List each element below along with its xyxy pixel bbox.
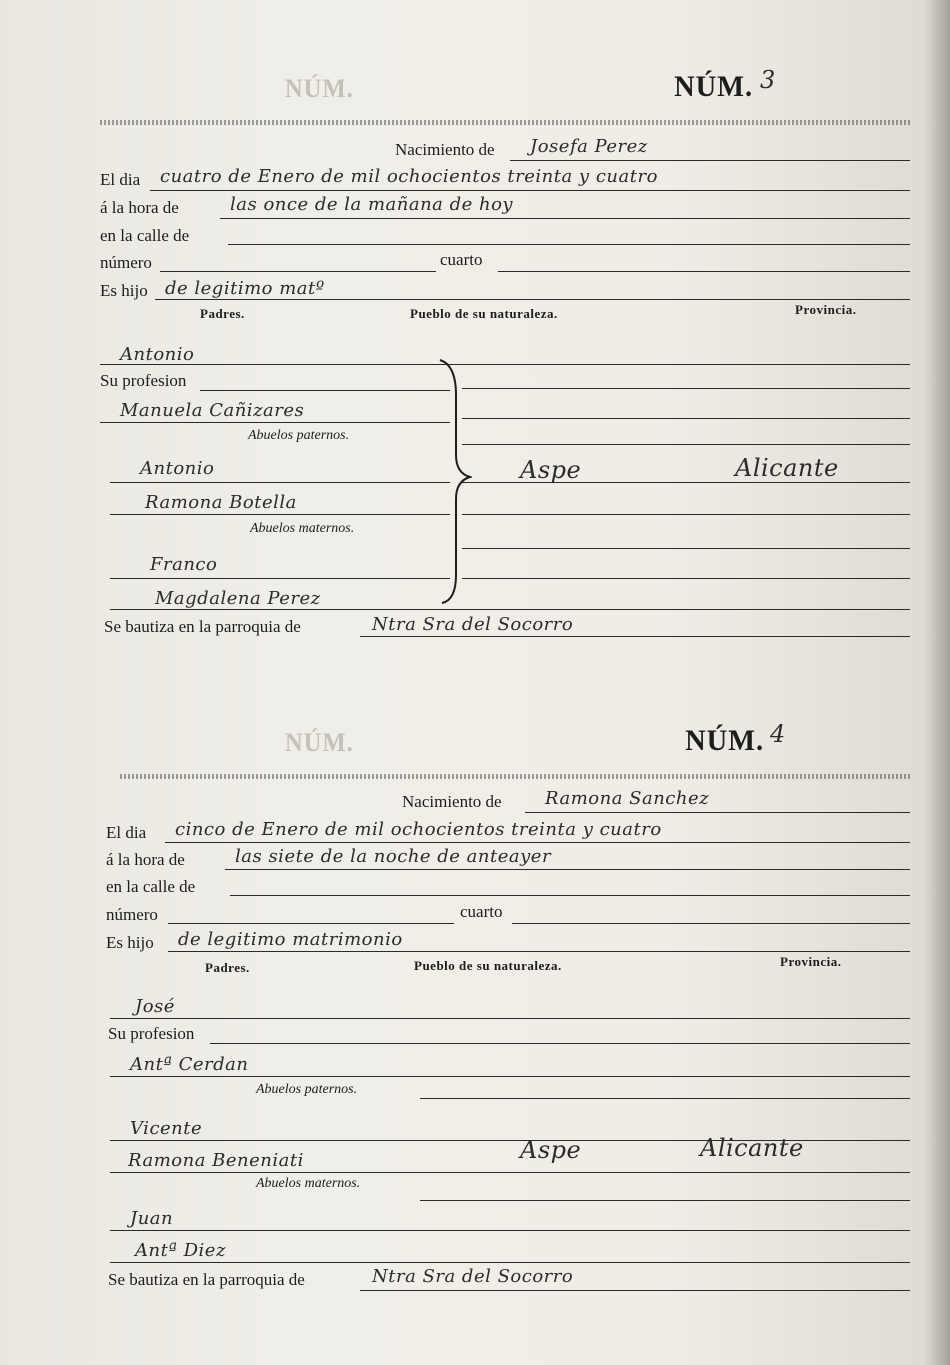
pueblo-header: Pueblo de su naturaleza. xyxy=(414,958,562,973)
padre-name: José xyxy=(135,996,175,1017)
extra-line-3 xyxy=(462,548,910,549)
hora-line xyxy=(220,218,910,219)
extra-line-4 xyxy=(462,578,910,579)
abuelo-materno-line xyxy=(110,1230,910,1231)
madre-line xyxy=(100,422,450,423)
cuarto-label: cuarto xyxy=(440,250,483,269)
abuelo-materno-name: Franco xyxy=(150,554,218,575)
nacimiento-value: Josefa Perez xyxy=(530,136,648,157)
cuarto-line xyxy=(512,923,910,924)
numero-line xyxy=(168,923,454,924)
cuarto-label: cuarto xyxy=(460,902,503,921)
nacimiento-value: Ramona Sanchez xyxy=(545,788,710,809)
extra-line-2 xyxy=(462,514,910,515)
parroquia-line xyxy=(360,1290,910,1291)
hijo-label: Es hijo xyxy=(106,933,154,952)
padres-header: Padres. xyxy=(205,960,250,975)
hora-label: á la hora de xyxy=(106,850,185,869)
record-number-value: 4 xyxy=(770,720,786,748)
abuelo-paterno-line xyxy=(110,482,450,483)
profesion-line-right xyxy=(462,388,910,389)
dia-line xyxy=(150,190,910,191)
abuela-paterna-line xyxy=(110,1172,910,1173)
hijo-line xyxy=(155,299,910,300)
parroquia-value: Ntra Sra del Socorro xyxy=(372,614,574,635)
dia-label: El dia xyxy=(106,823,147,842)
parroquia-line xyxy=(360,636,910,637)
hora-value: las siete de la noche de anteayer xyxy=(235,846,552,867)
nacimiento-line xyxy=(510,160,910,161)
profesion-line xyxy=(210,1043,910,1044)
numero-line xyxy=(160,271,436,272)
abuelos-paternos-label: Abuelos paternos. xyxy=(248,428,350,443)
numero-label: número xyxy=(100,253,152,272)
nacimiento-line xyxy=(525,812,910,813)
page-edge-shadow xyxy=(924,0,950,1365)
record-number-label: NÚM. xyxy=(685,724,765,757)
extra-line xyxy=(420,1098,910,1099)
provincia-header: Provincia. xyxy=(780,954,842,969)
abuela-paterna-line xyxy=(110,514,450,515)
abuela-materna-line xyxy=(110,1262,910,1263)
bleed-through-num-2: NÚM. xyxy=(284,728,354,757)
padre-line xyxy=(110,1018,910,1019)
calle-label: en la calle de xyxy=(106,877,196,896)
provincia-header: Provincia. xyxy=(795,302,857,317)
abuelo-materno-line xyxy=(110,578,450,579)
padre-name: Antonio xyxy=(120,344,195,365)
cuarto-line xyxy=(498,271,910,272)
calle-line xyxy=(228,244,910,245)
madre-name: Antª Cerdan xyxy=(130,1054,249,1075)
pueblo-value: Aspe xyxy=(520,1136,582,1164)
madre-line xyxy=(110,1076,910,1077)
dia-label: El dia xyxy=(100,170,141,189)
calle-line xyxy=(230,895,910,896)
madre-name: Manuela Cañizares xyxy=(120,400,305,421)
pueblo-line xyxy=(462,482,910,483)
hora-line xyxy=(225,869,910,870)
hijo-label: Es hijo xyxy=(100,281,148,300)
padres-header: Padres. xyxy=(200,306,245,321)
profesion-label: Su profesion xyxy=(100,371,187,390)
abuela-materna-line xyxy=(110,609,910,610)
padre-line xyxy=(100,364,910,365)
abuelos-maternos-label: Abuelos maternos. xyxy=(256,1176,361,1191)
bleed-through-num: NÚM. xyxy=(284,74,354,103)
record-number-label: NÚM. xyxy=(674,70,754,103)
profesion-line xyxy=(200,390,450,391)
nacimiento-label: Nacimiento de xyxy=(402,792,502,811)
provincia-value: Alicante xyxy=(700,1134,804,1162)
pueblo-header: Pueblo de su naturaleza. xyxy=(410,306,558,321)
dia-value: cinco de Enero de mil ochocientos treinta y cuatro xyxy=(175,819,662,840)
abuela-materna-name: Magdalena Perez xyxy=(155,588,321,609)
hijo-line xyxy=(168,951,910,952)
hora-label: á la hora de xyxy=(100,198,179,217)
hijo-value: de legitimo matrimonio xyxy=(178,929,403,950)
madre-line-right xyxy=(462,418,910,419)
dia-value: cuatro de Enero de mil ochocientos treinta y cuatro xyxy=(160,166,658,187)
provincia-value: Alicante xyxy=(735,454,839,482)
decorative-divider xyxy=(100,120,910,125)
extra-line-2 xyxy=(420,1200,910,1201)
extra-line xyxy=(462,444,910,445)
abuelos-maternos-label: Abuelos maternos. xyxy=(250,521,355,536)
parroquia-value: Ntra Sra del Socorro xyxy=(372,1266,574,1287)
hijo-value: de legitimo matº xyxy=(165,278,325,299)
abuela-materna-name: Antª Diez xyxy=(135,1240,226,1261)
family-bracket xyxy=(432,355,472,605)
decorative-divider xyxy=(120,774,910,779)
abuelos-paternos-label: Abuelos paternos. xyxy=(256,1082,358,1097)
calle-label: en la calle de xyxy=(100,226,190,245)
abuela-paterna-name: Ramona Botella xyxy=(145,492,297,513)
pueblo-value: Aspe xyxy=(520,456,582,484)
numero-label: número xyxy=(106,905,158,924)
abuelo-paterno-name: Antonio xyxy=(140,458,215,479)
record-number-value: 3 xyxy=(760,66,776,94)
parroquia-label: Se bautiza en la parroquia de xyxy=(108,1270,305,1289)
nacimiento-label: Nacimiento de xyxy=(395,140,495,159)
parroquia-label: Se bautiza en la parroquia de xyxy=(104,617,301,636)
abuelo-materno-name: Juan xyxy=(130,1208,174,1229)
hora-value: las once de la mañana de hoy xyxy=(230,194,514,215)
dia-line xyxy=(165,842,910,843)
abuela-paterna-name: Ramona Beneniati xyxy=(128,1150,304,1171)
profesion-label: Su profesion xyxy=(108,1024,195,1043)
abuelo-paterno-name: Vicente xyxy=(130,1118,203,1139)
